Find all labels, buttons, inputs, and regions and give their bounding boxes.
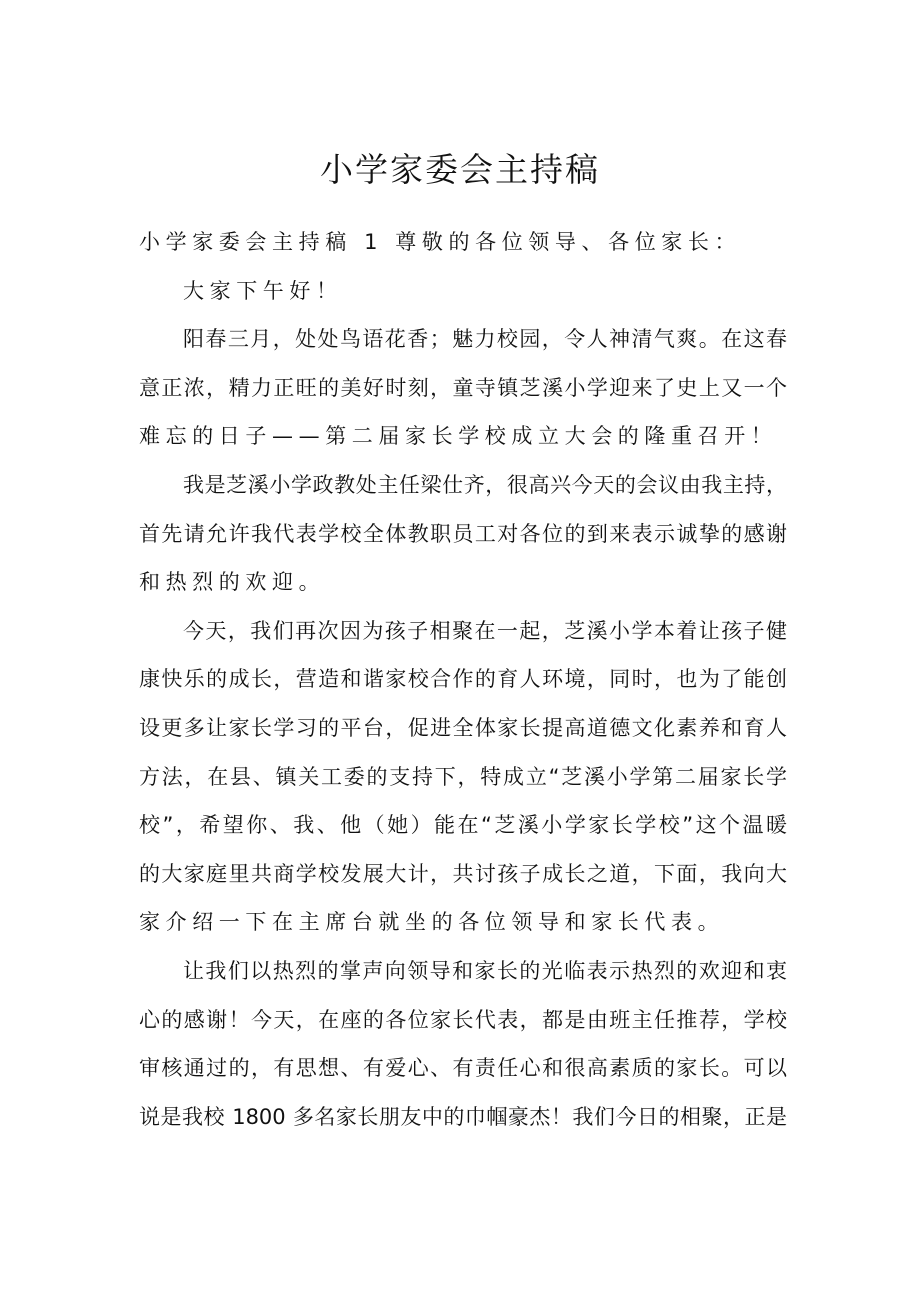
text-line: 今天，我们再次因为孩子相聚在一起，芝溪小学本着让孩子健 xyxy=(183,618,787,643)
text-line: 心的感谢！今天，在座的各位家长代表，都是由班主任推荐，学校 xyxy=(139,1007,787,1032)
text-line: 意正浓，精力正旺的美好时刻，童寺镇芝溪小学迎来了史上又一个 xyxy=(139,375,787,400)
text-line: 设更多让家长学习的平台，促进全体家长提高道德文化素养和育人 xyxy=(139,715,787,740)
text-line: 家介绍一下在主席台就坐的各位领导和家长代表。 xyxy=(139,910,725,935)
text-line: 康快乐的成长，营造和谐家校合作的育人环境，同时，也为了能创 xyxy=(139,667,787,692)
text-line: 和热烈的欢迎。 xyxy=(139,570,326,595)
text-line: 大家下午好！ xyxy=(183,278,343,303)
text-line: 难忘的日子——第二届家长学校成立大会的隆重召开！ xyxy=(139,424,778,449)
text-line: 说是我校 1800 多名家长朋友中的巾帼豪杰！我们今日的相聚，正是 xyxy=(139,1104,787,1129)
text-line: 首先请允许我代表学校全体教职员工对各位的到来表示诚挚的感谢 xyxy=(139,521,787,546)
text-line: 阳春三月，处处鸟语花香；魅力校园，令人神清气爽。在这春 xyxy=(183,327,787,352)
document-body xyxy=(139,224,787,1147)
text-line: 审核通过的，有思想、有爱心、有责任心和很高素质的家长。可以 xyxy=(139,1056,787,1081)
text-line: 的大家庭里共商学校发展大计，共讨孩子成长之道，下面，我向大 xyxy=(139,861,787,886)
text-line: 小学家委会主持稿 1 尊敬的各位领导、各位家长： xyxy=(139,230,742,254)
document-title: 小学家委会主持稿 xyxy=(320,150,600,189)
text-line: 校”，希望你、我、他（她）能在“芝溪小学家长学校”这个温暖 xyxy=(139,813,787,838)
text-line: 让我们以热烈的掌声向领导和家长的光临表示热烈的欢迎和衷 xyxy=(183,958,787,983)
text-line: 方法，在县、镇关工委的支持下，特成立“芝溪小学第二届家长学 xyxy=(139,764,787,789)
text-line: 我是芝溪小学政教处主任梁仕齐，很高兴今天的会议由我主持， xyxy=(183,472,787,497)
